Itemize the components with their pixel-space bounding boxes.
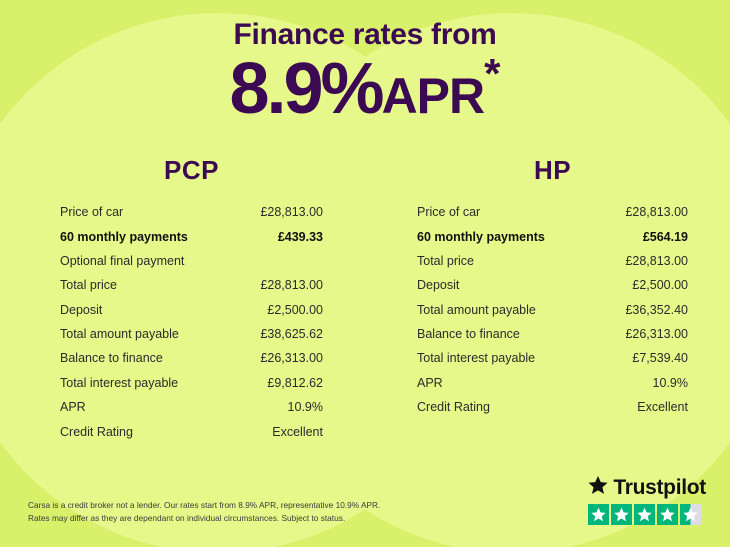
row-value: £26,313.00 bbox=[625, 327, 688, 342]
row-value: £36,352.40 bbox=[625, 302, 688, 317]
table-row bbox=[417, 249, 688, 273]
row-label: Credit Rating bbox=[60, 424, 133, 439]
row-value: £9,812.62 bbox=[267, 375, 323, 390]
page-title: Finance rates from bbox=[233, 18, 497, 51]
row-value: £564.19 bbox=[642, 229, 688, 244]
table-row bbox=[417, 298, 688, 322]
disclaimer-line-2: Rates may differ as they are dependant on individual circumstances. Subject to status. bbox=[28, 513, 346, 524]
row-label: 60 monthly payments bbox=[60, 229, 188, 244]
rate-display bbox=[0, 49, 730, 129]
table-row bbox=[417, 200, 688, 224]
rate-value: 8.9% bbox=[229, 49, 382, 129]
table-row bbox=[60, 273, 323, 297]
row-value: £28,813.00 bbox=[260, 205, 323, 220]
row-label: Balance to finance bbox=[60, 351, 163, 366]
table-row bbox=[417, 322, 688, 346]
row-label: Total price bbox=[60, 278, 117, 293]
row-label: Price of car bbox=[417, 205, 481, 220]
row-value: Excellent bbox=[272, 424, 323, 439]
star-icon bbox=[634, 504, 655, 525]
row-label: Deposit bbox=[417, 278, 460, 293]
row-value: 10.9% bbox=[287, 400, 323, 415]
star-icon bbox=[588, 504, 609, 525]
star-icon bbox=[657, 504, 678, 525]
star-icon bbox=[588, 475, 608, 500]
row-value: £38,625.62 bbox=[260, 327, 323, 342]
row-value: £2,500.00 bbox=[267, 302, 323, 317]
pcp-title: PCP bbox=[164, 155, 219, 185]
table-row bbox=[417, 273, 688, 297]
star-half-icon bbox=[680, 504, 701, 525]
row-value: £28,813.00 bbox=[625, 205, 688, 220]
rate-unit: APR bbox=[381, 68, 485, 124]
trustpilot-stars bbox=[588, 504, 706, 525]
table-row bbox=[60, 249, 323, 273]
row-value: £28,813.00 bbox=[625, 253, 688, 268]
table-row bbox=[417, 395, 688, 419]
row-label: Total amount payable bbox=[417, 302, 536, 317]
row-label: Credit Rating bbox=[417, 400, 490, 415]
table-row bbox=[417, 224, 688, 248]
row-label: APR bbox=[60, 400, 86, 415]
table-row bbox=[417, 346, 688, 370]
row-value: £439.33 bbox=[277, 229, 323, 244]
trustpilot-rating bbox=[588, 475, 706, 525]
row-label: Balance to finance bbox=[417, 327, 520, 342]
disclaimer bbox=[28, 499, 380, 525]
row-value: £2,500.00 bbox=[632, 278, 688, 293]
hp-title: HP bbox=[533, 155, 572, 185]
pcp-column bbox=[0, 155, 365, 444]
trustpilot-logo bbox=[588, 475, 706, 500]
row-label: Deposit bbox=[60, 302, 103, 317]
table-row bbox=[60, 200, 323, 224]
table-row bbox=[60, 371, 323, 395]
row-label: Optional final payment bbox=[60, 253, 185, 268]
row-label: APR bbox=[417, 375, 443, 390]
table-row bbox=[60, 346, 323, 370]
row-value: £7,539.40 bbox=[632, 351, 688, 366]
table-row bbox=[60, 395, 323, 419]
row-value: £26,313.00 bbox=[260, 351, 323, 366]
table-row bbox=[60, 298, 323, 322]
table-row bbox=[417, 371, 688, 395]
row-label: Total interest payable bbox=[60, 375, 179, 390]
row-label: Total interest payable bbox=[417, 351, 536, 366]
trustpilot-name: Trustpilot bbox=[613, 475, 706, 499]
rate-asterisk: * bbox=[484, 50, 501, 97]
hp-column bbox=[365, 155, 730, 444]
table-row bbox=[60, 322, 323, 346]
row-label: Price of car bbox=[60, 205, 124, 220]
row-value: Excellent bbox=[637, 400, 688, 415]
row-label: 60 monthly payments bbox=[417, 229, 545, 244]
row-label: Total amount payable bbox=[60, 327, 179, 342]
row-label: Total price bbox=[417, 253, 474, 268]
table-row bbox=[60, 419, 323, 443]
row-value: £28,813.00 bbox=[260, 278, 323, 293]
star-icon bbox=[611, 504, 632, 525]
finance-comparison bbox=[0, 155, 730, 444]
table-row bbox=[60, 224, 323, 248]
disclaimer-line-1: Carsa is a credit broker not a lender. Our rates start from 8.9% APR, representative 10.9% APR. bbox=[28, 500, 381, 511]
row-value: 10.9% bbox=[652, 375, 688, 390]
